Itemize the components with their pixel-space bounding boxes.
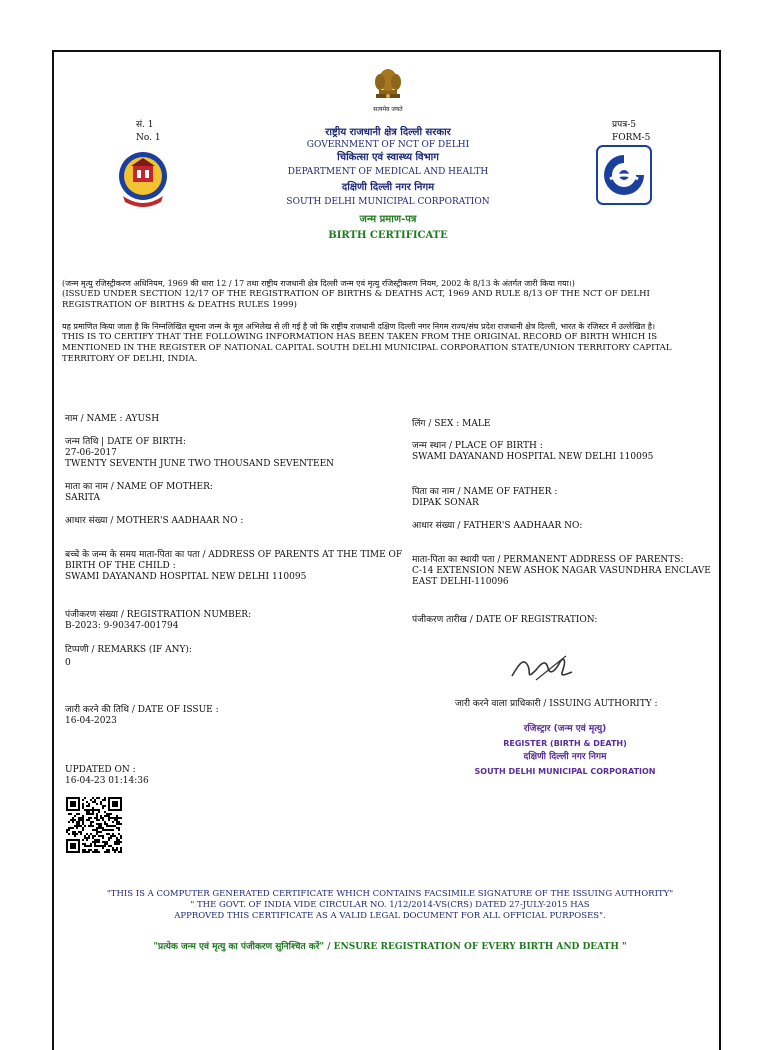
issue-label: जारी करने की तिथि / DATE OF ISSUE : (65, 705, 219, 715)
father-block (412, 487, 557, 509)
permanent-address-block (412, 555, 711, 588)
serial-hindi: सं. 1 (136, 120, 154, 130)
gov-english: GOVERNMENT OF NCT OF DELHI (306, 140, 470, 150)
addr-birth-value: SWAMI DAYANAND HOSPITAL NEW DELHI 110095 (65, 572, 307, 582)
mother-label: माता का नाम / NAME OF MOTHER: (65, 482, 213, 492)
registrar-line-4: SOUTH DELHI MUNICIPAL CORPORATION (474, 767, 656, 776)
sdmc-logo-icon (115, 148, 171, 212)
registrar-stamp (440, 722, 690, 778)
addr-birth-label-1: बच्चे के जन्म के समय माता-पिता का पता / ADDRESS OF PARENTS AT THE TIME OF (65, 550, 403, 560)
dept-hindi: चिकित्सा एवं स्वास्थ्य विभाग (337, 152, 439, 163)
issue-value: 16-04-2023 (65, 716, 117, 726)
date-of-birth-block (65, 437, 334, 470)
certify-english: THIS IS TO CERTIFY THAT THE FOLLOWING INFORMATION HAS BEEN TAKEN FROM THE ORIGINAL RECORD OF BIRTH WHICH IS MENTIONED IN THE REGISTER OF NATIONAL CAPITAL SOUTH DELHI MUNICIPAL CORPORATION STATE/UNION TERRITORY CAPITAL TERRITORY OF DELHI, INDIA. (62, 332, 672, 364)
qr-code (66, 797, 122, 853)
emblem-motto: सत्यमेव जयते (373, 106, 403, 113)
serial-english: No. 1 (136, 133, 161, 143)
child-name: नाम / NAME : AYUSH (65, 414, 160, 424)
remarks-block (65, 645, 192, 669)
updated-value: 16-04-23 01:14:36 (65, 776, 149, 786)
dob-value: 27-06-2017 (65, 448, 117, 458)
footer-note-1: "THIS IS A COMPUTER GENERATED CERTIFICATE WHICH CONTAINS FACSIMILE SIGNATURE OF THE ISSUING AUTHORITY" (106, 889, 674, 899)
reg-no-value: B-2023: 9-90347-001794 (65, 621, 179, 631)
dept-english: DEPARTMENT OF MEDICAL AND HEALTH (287, 167, 489, 177)
certify-hindi: यह प्रमाणित किया जाता है कि निम्नलिखित सूचना जन्म के मूल अभिलेख से ली गई है जो कि राष्ट्रीय राजधानी दक्षिण दिल्ली नगर निगम राज्य/संघ प्रदेश राजधानी क्षेत्र दिल्ली, भारत के रजिस्टर में उल्लेखित है। (62, 322, 656, 331)
issuing-authority-label: जारी करने वाला प्राधिकारी / ISSUING AUTHORITY : (455, 699, 658, 709)
pob-value: SWAMI DAYANAND HOSPITAL NEW DELHI 110095 (412, 452, 654, 462)
registrar-line-1: रजिस्ट्रार (जन्म एवं मृत्यु) (523, 724, 607, 734)
place-of-birth-block (412, 441, 653, 463)
addr-perm-value-1: C-14 EXTENSION NEW ASHOK NAGAR VASUNDHRA ENCLAVE (412, 566, 711, 576)
remarks-label: टिप्पणी / REMARKS (IF ANY): (65, 645, 192, 655)
form-hindi: प्रपत्र-5 (612, 120, 636, 130)
father-aadhaar: आधार संख्या / FATHER'S AADHAAR NO: (412, 521, 583, 531)
registration-number-block (65, 610, 251, 632)
footer-note-2: " THE GOVT. OF INDIA VIDE CIRCULAR NO. 1/12/2014-VS(CRS) DATED 27-JULY-2015 HAS (190, 900, 590, 910)
footer-slogan: "प्रत्येक जन्म एवं मृत्यु का पंजीकरण सुनिश्चित करें" / ENSURE REGISTRATION OF EVERY BIRTH AND DEATH " (153, 942, 627, 952)
mother-aadhaar: आधार संख्या / MOTHER'S AADHAAR NO : (65, 516, 244, 526)
child-sex: लिंग / SEX : MALE (412, 419, 491, 429)
dob-words: TWENTY SEVENTH JUNE TWO THOUSAND SEVENTEEN (65, 459, 335, 469)
remarks-value: 0 (65, 658, 71, 668)
cert-title-hindi: जन्म प्रमाण-पत्र (359, 214, 417, 225)
updated-on-block (65, 765, 149, 787)
date-of-issue-block (65, 705, 219, 727)
father-value: DIPAK SONAR (412, 498, 479, 508)
addr-birth-label-2: BIRTH OF THE CHILD : (65, 561, 176, 571)
mother-value: SARITA (65, 493, 101, 503)
dob-label: जन्म तिथि | DATE OF BIRTH: (65, 437, 186, 447)
form-english: FORM-5 (612, 133, 651, 143)
addr-perm-label: माता-पिता का स्थायी पता / PERMANENT ADDRESS OF PARENTS: (412, 555, 684, 565)
cert-title-english: BIRTH CERTIFICATE (328, 230, 448, 241)
national-emblem-icon (370, 66, 406, 104)
registrar-line-2: REGISTER (BIRTH & DEATH) (503, 739, 627, 748)
updated-label: UPDATED ON : (65, 765, 136, 775)
signature-icon (506, 652, 580, 686)
corp-hindi: दक्षिणी दिल्ली नगर निगम (341, 182, 435, 193)
crs-logo-icon (596, 145, 652, 205)
registration-date-label: पंजीकरण तारीख / DATE OF REGISTRATION: (412, 615, 598, 625)
addr-perm-value-2: EAST DELHI-110096 (412, 577, 509, 587)
registrar-line-3: दक्षिणी दिल्ली नगर निगम (523, 752, 607, 762)
reg-no-label: पंजीकरण संख्या / REGISTRATION NUMBER: (65, 610, 252, 620)
corp-english: SOUTH DELHI MUNICIPAL CORPORATION (286, 197, 490, 207)
father-label: पिता का नाम / NAME OF FATHER : (412, 487, 558, 497)
gov-hindi: राष्ट्रीय राजधानी क्षेत्र दिल्ली सरकार (325, 127, 451, 138)
address-at-birth-block (65, 550, 402, 583)
footer-note-3: APPROVED THIS CERTIFICATE AS A VALID LEGAL DOCUMENT FOR ALL OFFICIAL PURPOSES". (174, 911, 606, 921)
issued-under-hindi: (जन्म मृत्यु रजिस्ट्रीकरण अधिनियम, 1969 की धारा 12 / 17 तथा राष्ट्रीय राजधानी क्षेत्र दिल्ली जन्म एवं मृत्यु रजिस्ट्रीकरण नियम, 2002 के 8/13 के अंतर्गत जारी किया गया।) (62, 279, 575, 288)
mother-block (65, 482, 213, 504)
issued-under-english: (ISSUED UNDER SECTION 12/17 OF THE REGISTRATION OF BIRTHS & DEATHS ACT, 1969 AND RULE 8/13 OF THE NCT OF DELHI REGISTRATION OF BIRTHS & DEATHS RULES 1999) (62, 289, 650, 310)
pob-label: जन्म स्थान / PLACE OF BIRTH : (412, 441, 543, 451)
